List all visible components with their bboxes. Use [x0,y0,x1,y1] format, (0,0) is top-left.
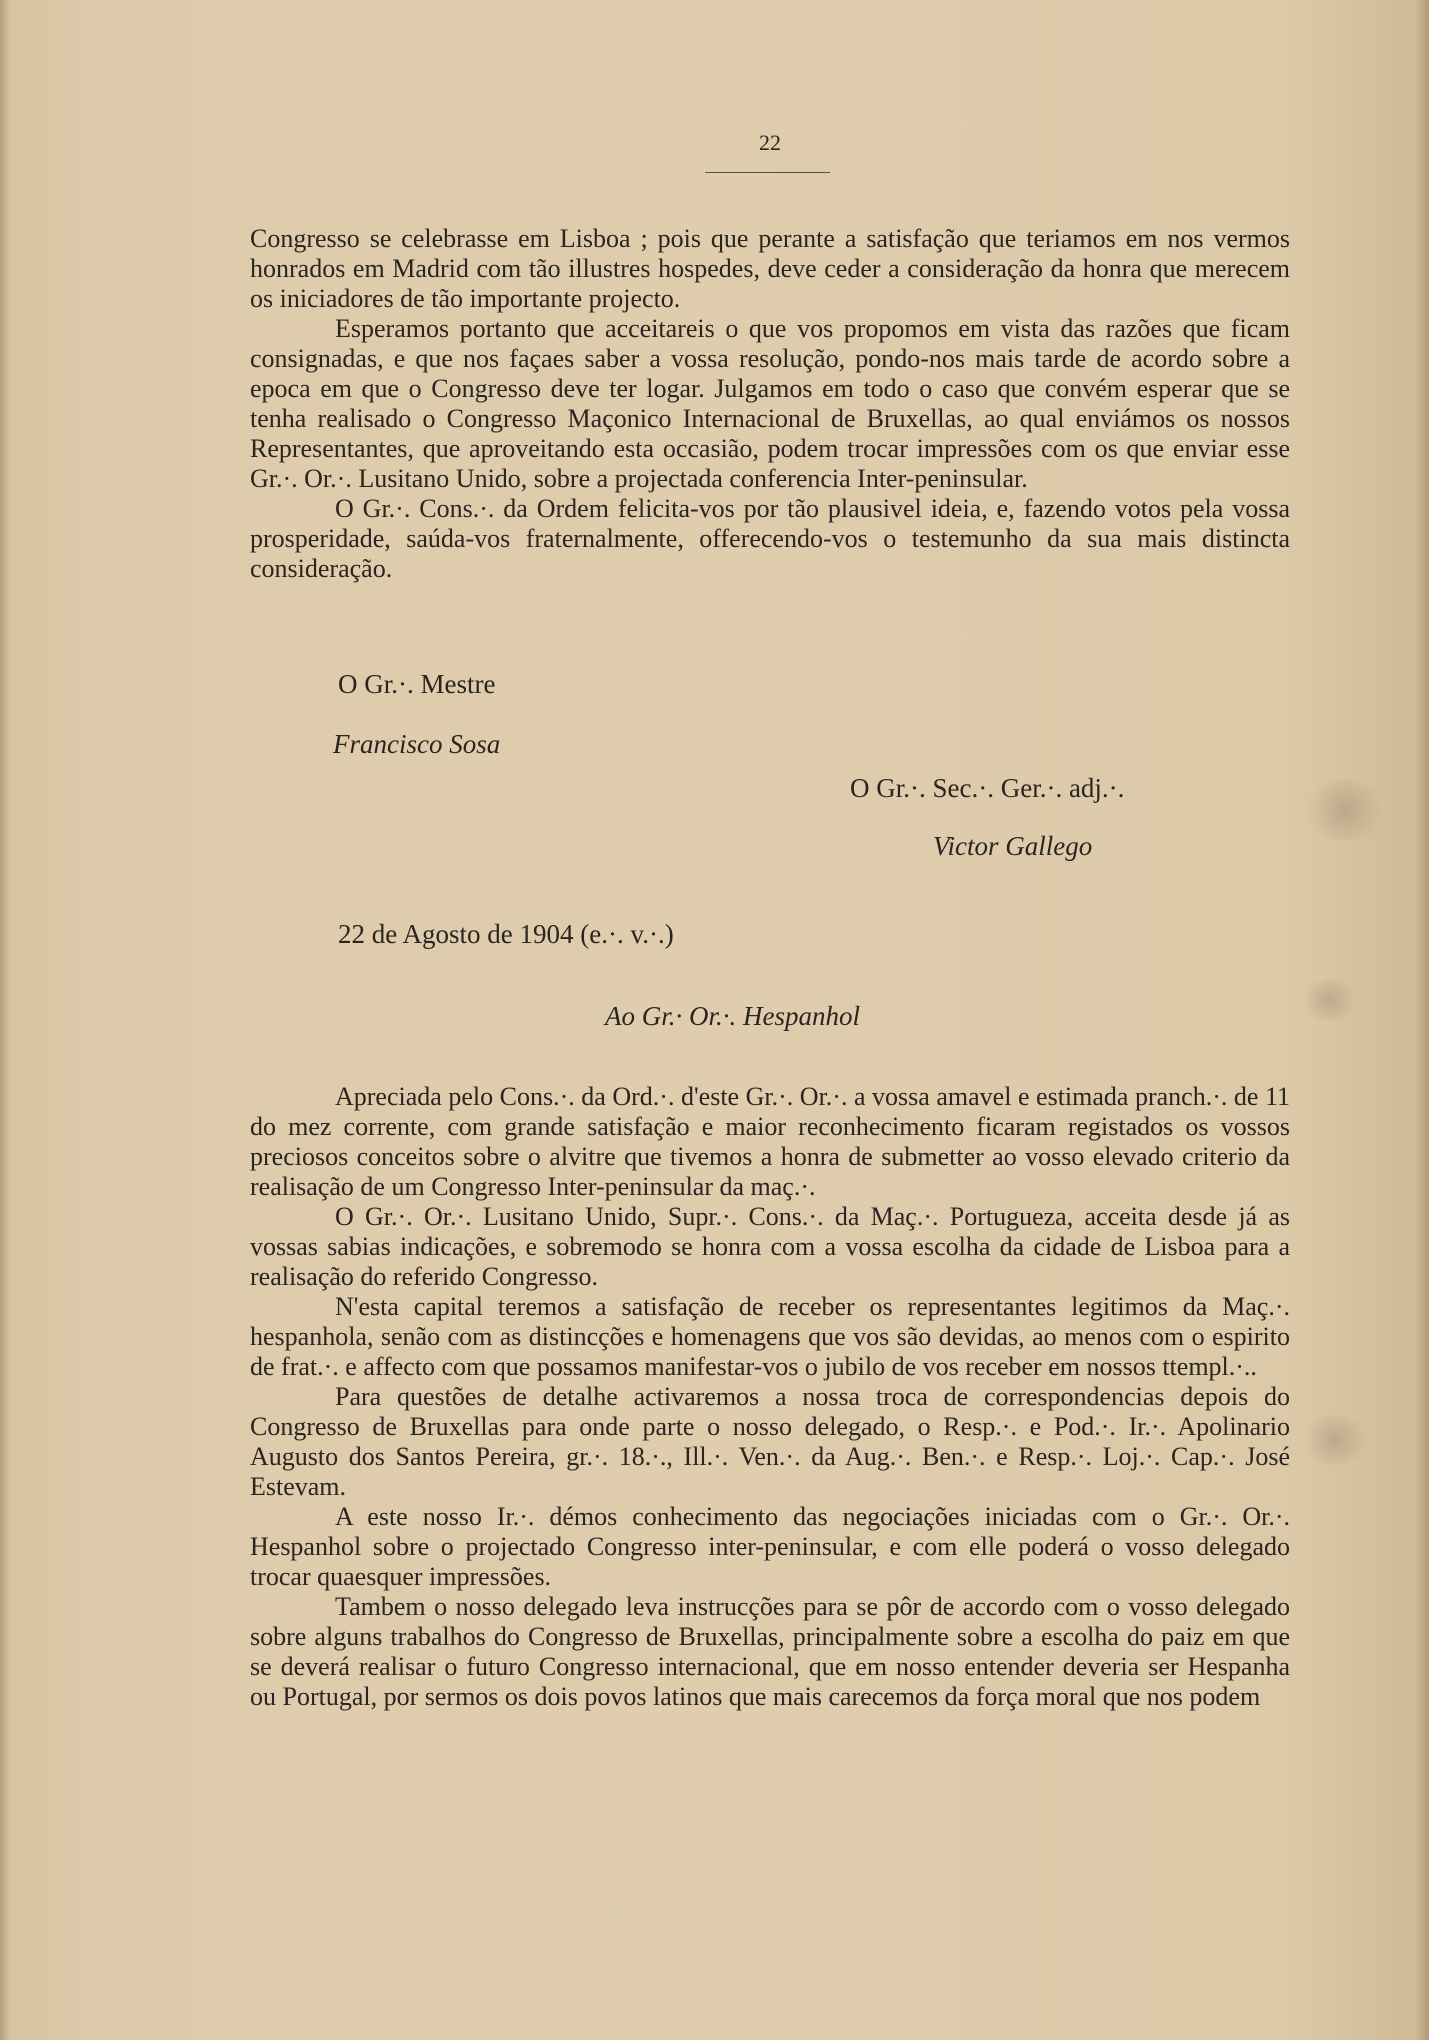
page-right-edge [1415,0,1429,2040]
header-rule [705,172,830,173]
letter-body-2 [250,1082,1290,1712]
paragraph: O Gr.·. Cons.·. da Ordem felicita-vos por tão plausivel ideia, e, fazendo votos pela vossa prosperidade, saúda-vos fraternalmente, offerecendo-vos o testemunho da sua mais distincta consideração. [250,494,1290,583]
signature-title-grand-master: O Gr.·. Mestre [338,669,496,699]
paper-stain [1300,980,1360,1020]
page-left-edge [0,0,10,2040]
paragraph: Congresso se celebrasse em Lisboa ; pois que perante a satisfação que teriamos em nos vermos honrados em Madrid com tão illustres hospedes, deve ceder a consideração da honra que merecem os iniciadores de tão importante projecto. [250,224,1290,313]
paragraph: A este nosso Ir.·. démos conhecimento das negociações iniciadas com o Gr.·. Or.·. Hespanhol sobre o projectado Congresso inter-peninsular, e com elle poderá o vosso delegado trocar quaesquer impressões. [250,1502,1290,1591]
paper-stain [1300,1415,1370,1465]
salutation: Ao Gr.· Or.·. Hespanhol [605,1001,861,1031]
signature-name-francisco-sosa: Francisco Sosa [333,729,501,759]
date-line: 22 de Agosto de 1904 (e.·. v.·.) [338,919,674,949]
signature-title-secretary: O Gr.·. Sec.·. Ger.·. adj.·. [850,773,1125,803]
paragraph: Tambem o nosso delegado leva instrucções para se pôr de accordo com o vosso delegado sobre alguns trabalhos do Congresso de Bruxellas, principalmente sobre a escolha do paiz em que se deverá realisar o futuro Congresso internacional, que em nosso entender deveria ser Hespanha ou Portugal, por sermos os dois povos latinos que mais carecemos da força moral que nos podem [250,1592,1290,1711]
paragraph: Esperamos portanto que acceitareis o que vos propomos em vista das razões que ficam consignadas, e que nos façaes saber a vossa resolução, pondo-nos mais tarde de acordo sobre a epoca em que o Congresso deve ter logar. Julgamos em todo o caso que convém esperar que se tenha realisado o Congresso Maçonico Internacional de Bruxellas, ao qual enviámos os nossos Representantes, que aproveitando esta occasião, podem trocar impressões com os que enviar esse Gr.·. Or.·. Lusitano Unido, sobre a projectada conferencia Inter-peninsular. [250,314,1290,493]
page-number: 22 [759,130,781,155]
letter-body-1 [250,224,1290,584]
signature-name-victor-gallego: Victor Gallego [933,831,1093,861]
paragraph: N'esta capital teremos a satisfação de receber os representantes legitimos da Maç.·. hespanhola, senão com as distincções e homenagens que vos são devidas, ao menos com o espirito de frat.·. e affecto com que possamos manifestar-vos o jubilo de vos receber em nossos ttempl.·.. [250,1292,1290,1381]
paragraph: Apreciada pelo Cons.·. da Ord.·. d'este Gr.·. Or.·. a vossa amavel e estimada pranch.·. de 11 do mez corrente, com grande satisfação e maior reconhecimento ficaram registados os vossos preciosos conceitos sobre o alvitre que tivemos a honra de submetter ao vosso elevado criterio da realisação de um Congresso Inter-peninsular da maç.·. [250,1082,1290,1201]
paragraph: O Gr.·. Or.·. Lusitano Unido, Supr.·. Cons.·. da Maç.·. Portugueza, acceita desde já as vossas sabias indicações, e sobremodo se honra com a vossa escolha da cidade de Lisboa para a realisação do referido Congresso. [250,1202,1290,1291]
paper-stain [1300,780,1390,840]
paragraph: Para questões de detalhe activaremos a nossa troca de correspondencias depois do Congresso de Bruxellas para onde parte o nosso delegado, o Resp.·. e Pod.·. Ir.·. Apolinario Augusto dos Santos Pereira, gr.·. 18.·., Ill.·. Ven.·. da Aug.·. Ben.·. e Resp.·. Loj.·. Cap.·. José Estevam. [250,1382,1290,1501]
